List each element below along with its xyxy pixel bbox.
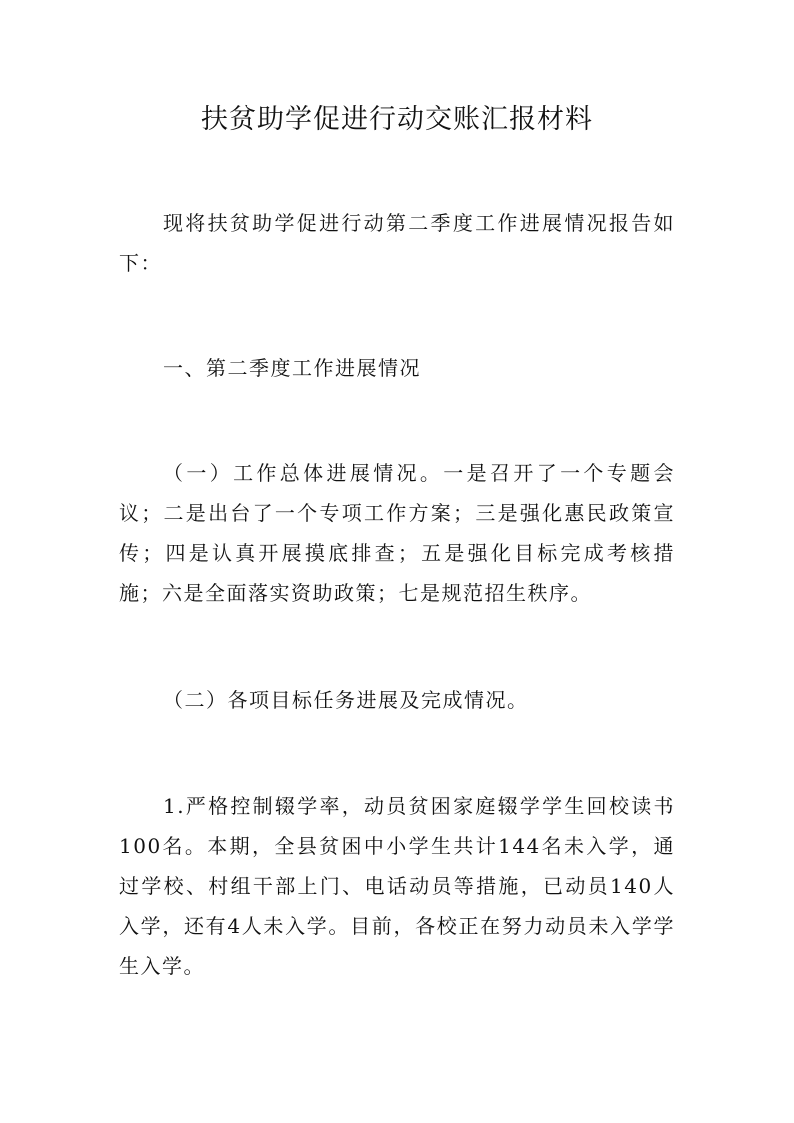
intro-paragraph: 现将扶贫助学促进行动第二季度工作进展情况报告如下： — [119, 211, 675, 275]
subsection-targets-progress: （二）各项目标任务进展及完成情况。 — [163, 688, 529, 712]
section-heading-1: 一、第二季度工作进展情况 — [163, 356, 421, 380]
item-1-dropout-control: 1.严格控制辍学率，动员贫困家庭辍学学生回校读书100名。本期，全县贫困中小学生共计144名未入学，通过学校、村组干部上门、电话动员等措施，已动员140人入学，还有4人未入学。目前，各校正在努力动员未入学学生入学。 — [119, 794, 675, 978]
document-title: 扶贫助学促进行动交账汇报材料 — [201, 104, 593, 135]
subsection-overall-progress: （一）工作总体进展情况。一是召开了一个专题会议；二是出台了一个专项工作方案；三是强化惠民政策宣传；四是认真开展摸底排查；五是强化目标完成考核措施；六是全面落实资助政策；七是规范招生秩序。 — [119, 461, 675, 605]
